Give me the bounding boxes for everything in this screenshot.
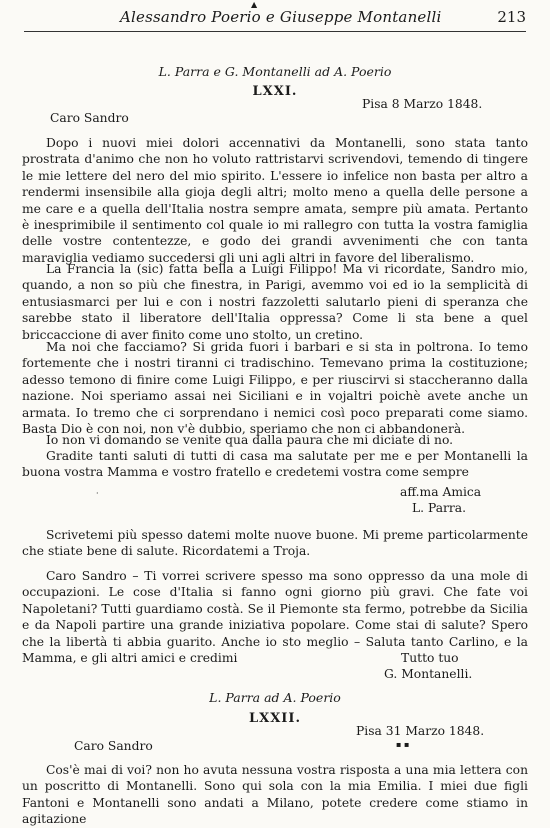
- page-number: 213: [497, 8, 526, 26]
- letter-72-place-date: Pisa 31 Marzo 1848.: [356, 724, 485, 738]
- running-head-title: Alessandro Poerio e Giuseppe Montanelli: [120, 8, 442, 26]
- ink-speck: ▪ ▪: [396, 740, 410, 749]
- printer-mark: ▲: [251, 0, 258, 9]
- header-rule: [24, 31, 526, 32]
- letter-72-paragraph-1: Cos'è mai di voi? non ho avuta nessuna vostra risposta a una mia lettera con un poscritto di Montanelli. Sono qui sola con la mia Emilia. I miei due figli Fantoni e Montanelli sono andati a Milano, potete credere come stiamo in agitazione: [22, 763, 528, 827]
- letter-71-addendum-signature: G. Montanelli.: [384, 667, 473, 681]
- letter-71-addendum: Caro Sandro – Ti vorrei scrivere spesso ma sono oppresso da una mole di occupazioni. Le cose d'Italia si fanno ogni giorno più gravi. Che fate voi Napoletani? Tutti guardiamo costà. Se il Piemonte sta fermo, potrebbe da Sicilia e da Napoli partire una grande iniziativa popolare. Come stai di salute? Spero che la libertà ti abbia guarito. Anche io sto meglio – Saluta tanto Carlino, e la Mamma, e gli altri amici e credimi: [22, 569, 528, 666]
- letter-72-heading: L. Parra ad A. Poerio: [209, 690, 341, 705]
- letter-71-salutation: Caro Sandro: [50, 111, 129, 125]
- ink-speck: ·: [96, 489, 99, 498]
- letter-71-paragraph-4: Io non vi domando se venite qua dalla paura che mi diciate di no.: [46, 433, 454, 447]
- letter-71-place-date: Pisa 8 Marzo 1848.: [362, 97, 483, 111]
- letter-71-paragraph-3: Ma noi che facciamo? Si grida fuori i barbari e si sta in poltrona. Io temo fortemente che i nostri tiranni ci tradischino. Temevano prima la costituzione; adesso temono di finire come Luigi Filippo, e per riuscirvi si staccheranno dalla nazione. Noi speriamo assai nei Siciliani e in vojaltri poichè avete anche un armata. Io tremo che ci sorprendano i nemici così poco preparati come siamo. Basta Dio è con noi, non v'è dubbio, speriamo che non ci abbandonerà.: [22, 340, 528, 437]
- letter-71-closing: aff.ma Amica: [400, 485, 482, 499]
- letter-71-number: LXXI.: [252, 84, 298, 99]
- letter-72-number: LXXII.: [248, 711, 301, 726]
- letter-71-heading: L. Parra e G. Montanelli ad A. Poerio: [158, 64, 392, 79]
- letter-71-postscript: Scrivetemi più spesso datemi molte nuove buone. Mi preme particolarmente che stiate bene di salute. Ricordatemi a Troja.: [22, 528, 528, 559]
- letter-72-salutation: Caro Sandro: [74, 739, 153, 753]
- letter-71-paragraph-1: Dopo i nuovi miei dolori accennativi da Montanelli, sono stata tanto prostrata d'animo che non ho voluto rattristarvi scrivendovi, temendo di tingere le mie lettere del nero del mio spirito. L'essere io infelice non basta per altro a rendermi insensibile alla gioja degli altri; molto meno a quella delle persone a me care e a quella dell'Italia nostra sempre amata, sempre più amata. Pertanto è inesprimibile il sentimento col quale io mi rallegro con tutta la vostra famiglia delle vostre contentezze, e godo dei grandi avvenimenti che con tanta maraviglia vediamo succedersi gli uni agli altri in favore del liberalismo.: [22, 136, 528, 265]
- letter-71-signature: L. Parra.: [412, 501, 467, 515]
- letter-71-addendum-closing: Tutto tuo: [401, 651, 459, 665]
- letter-71-paragraph-2: La Francia la (sic) fatta bella a Luigi Filippo! Ma vi ricordate, Sandro mio, quando, a non so più che finestra, in Parigi, avemmo voi ed io la semplicità di entusiasmarci per lui e con i nostri fazzoletti salutarlo pieni di speranza che sarebbe stato il liberatore dell'Italia oppressa? Come li sta bene a quel briccaccione di aver finito come uno stolto, un cretino.: [22, 262, 528, 342]
- letter-71-paragraph-5: Gradite tanti saluti di tutti di casa ma salutate per me e per Montanelli la buona vostra Mamma e vostro fratello e credetemi vostra come sempre: [22, 449, 528, 480]
